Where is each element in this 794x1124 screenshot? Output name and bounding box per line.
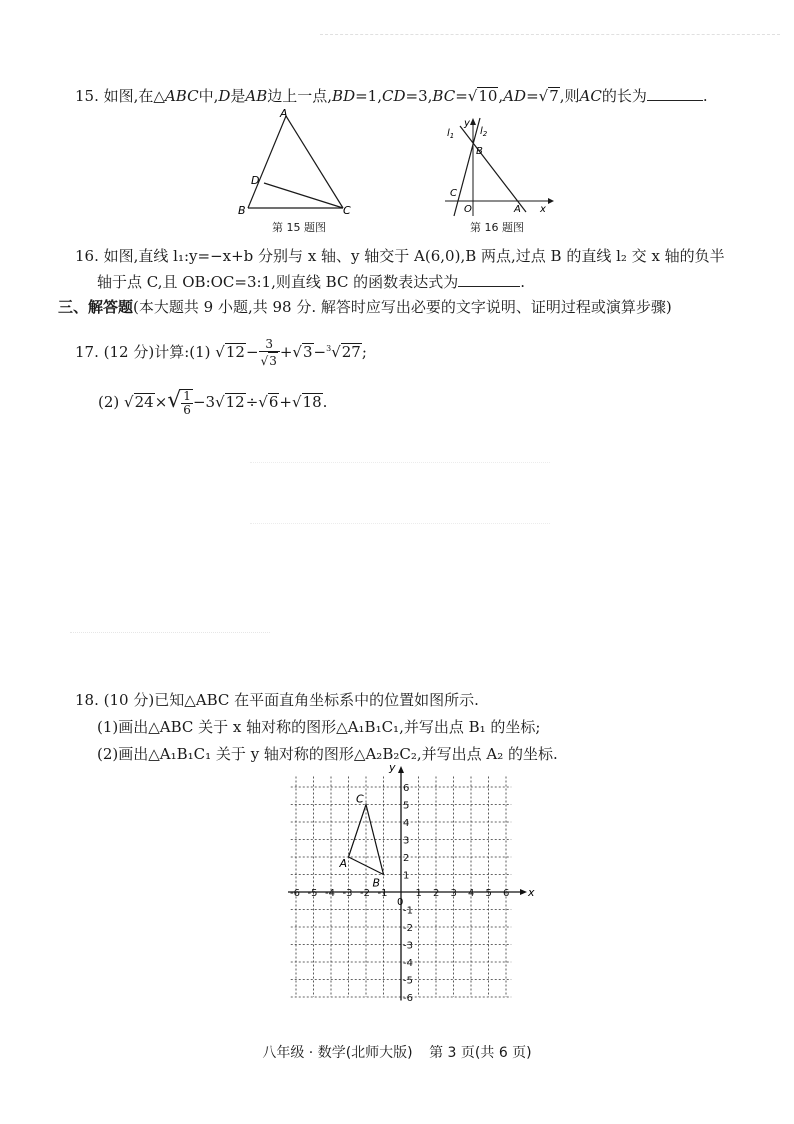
x-tick-label: 4 [468, 888, 475, 899]
fig15-label-b: B [238, 204, 246, 217]
bleed-through-left [70, 632, 270, 634]
x-tick-label: -2 [360, 888, 370, 899]
fig15-label-a: A [280, 107, 288, 120]
section-note: (本大题共 9 小题,共 98 分. 解答时应写出必要的文字说明、证明过程或演算步骤) [133, 298, 672, 316]
origin-label: 0 [397, 897, 404, 908]
fraction-numerator: 3 [259, 338, 280, 352]
q15-text: 边上一点, [267, 87, 333, 105]
coordinate-grid [288, 764, 538, 1004]
question-16-line-2 [97, 272, 525, 292]
q15-segment-ad: AD [503, 87, 527, 105]
fig16-label-a: A [514, 204, 521, 215]
q17-part-label: (2) [98, 393, 120, 411]
figure-15-caption: 第 15 题图 [272, 221, 326, 234]
q15-segment-bc: BC [432, 87, 456, 105]
q17-radicand: 6 [268, 393, 279, 411]
q17-fraction [181, 389, 193, 417]
sqrt-sign: √ [215, 343, 225, 361]
x-tick-label: -4 [325, 888, 335, 899]
question-18-intro [75, 690, 479, 710]
answer-blank[interactable] [647, 86, 703, 101]
figure-15 [228, 106, 358, 218]
y-tick-label: -6 [403, 993, 413, 1004]
q17-radicand: 3 [302, 343, 313, 361]
q15-point-d: D [218, 87, 231, 105]
fraction-denominator: 6 [183, 403, 191, 417]
x-tick-label: -1 [377, 888, 388, 899]
q17-radicand: 18 [302, 393, 322, 411]
sqrt-sign: √ [215, 393, 225, 411]
q15-value: =3, [405, 87, 433, 105]
question-18-part-1 [97, 717, 540, 737]
q15-period: . [702, 87, 708, 105]
question-16-line-1 [75, 246, 725, 266]
y-tick-label: 3 [403, 835, 410, 847]
fig16-label-o: O [464, 204, 472, 215]
fig16-label-y: y [464, 118, 470, 129]
fig16-label-l1: $l_1$ [447, 128, 455, 140]
q17-end: ; [361, 343, 367, 361]
sqrt-sign: √ [538, 87, 549, 105]
fig16-label-x: x [540, 204, 546, 215]
point-b-label: B [372, 876, 381, 890]
question-number: 16. [75, 247, 99, 265]
q17-operator: × [154, 393, 168, 411]
point-c-label: C [356, 792, 364, 806]
q15-text: 如图,在△ [103, 87, 165, 105]
bleed-through-top [320, 34, 780, 41]
y-tick-label: 4 [403, 818, 410, 829]
x-tick-label: 1 [415, 888, 422, 899]
q17-operator: ÷ [245, 393, 259, 411]
q18-intro: (10 分)已知△ABC 在平面直角坐标系中的位置如图所示. [103, 691, 479, 709]
triangle-abc [349, 805, 384, 875]
cube-root-index: 3 [326, 344, 332, 353]
q15-radicand: 10 [478, 87, 498, 105]
q17-operator: − [245, 343, 259, 361]
sqrt-sign: √ [291, 393, 302, 411]
q17-operator: + [279, 343, 293, 361]
q15-equals: = [455, 87, 468, 105]
x-tick-label: 6 [503, 888, 510, 899]
y-tick-label: -4 [403, 958, 413, 969]
y-tick-label: -1 [403, 905, 413, 917]
footer-page: 第 3 页(共 6 页) [429, 1045, 532, 1061]
q18-part1: (1)画出△ABC 关于 x 轴对称的图形△A₁B₁C₁,并写出点 B₁ 的坐标; [97, 718, 541, 736]
question-number: 17. [75, 343, 99, 361]
section-3-header [58, 297, 672, 317]
q15-equals: = [526, 87, 539, 105]
q15-segment-cd: CD [382, 87, 406, 105]
y-tick-label: 1 [403, 870, 410, 882]
x-tick-label: -5 [307, 888, 318, 899]
question-17-part-1 [75, 333, 367, 369]
figure-16 [440, 116, 560, 220]
sqrt-sign: √ [292, 343, 302, 361]
question-18-part-2 [97, 744, 558, 764]
y-tick-label: -2 [403, 923, 413, 934]
q15-triangle-name: ABC [164, 87, 199, 105]
fraction-denominator: √3 [260, 353, 277, 368]
q17-operator: − [313, 343, 327, 361]
x-tick-label: 3 [450, 888, 457, 899]
x-tick-label: -6 [290, 888, 300, 899]
fraction-numerator: 1 [183, 389, 191, 403]
q15-radicand: 7 [549, 87, 559, 105]
q17-radicand: 12 [225, 393, 245, 411]
fig16-label-b: B [476, 146, 483, 157]
y-axis-arrow [398, 766, 404, 773]
q15-segment-ab: AB [245, 87, 268, 105]
x-axis-label: x [528, 886, 535, 899]
question-17-part-2 [98, 384, 327, 419]
q15-text: ,则 [559, 87, 580, 105]
q15-text: 的长为 [601, 87, 647, 105]
q16-period: . [520, 273, 525, 291]
y-tick-label: 6 [403, 783, 410, 794]
point-a-label: A [339, 857, 348, 870]
x-tick-label: 5 [485, 888, 492, 899]
q17-operator: −3 [192, 393, 216, 411]
page-footer [0, 1042, 794, 1062]
sqrt-sign: √ [124, 393, 134, 411]
sqrt-sign: √ [331, 343, 341, 361]
sqrt-sign: √ [167, 388, 182, 413]
q16-text: 轴于点 C,且 OB:OC=3:1,则直线 BC 的函数表达式为 [97, 273, 459, 291]
q17-radicand: 27 [341, 343, 361, 361]
q17-radicand: 12 [225, 343, 245, 361]
fig15-label-d: D [251, 174, 260, 187]
figure-16-caption: 第 16 题图 [470, 221, 524, 234]
answer-blank[interactable] [458, 272, 520, 287]
x-axis-arrow [520, 889, 527, 895]
question-15 [75, 86, 708, 106]
question-number: 18. [75, 691, 99, 709]
y-tick-label: 5 [403, 800, 410, 812]
q17-fraction [259, 338, 280, 369]
footer-grade: 八年级 · 数学(北师大版) [262, 1045, 413, 1061]
y-tick-label: 2 [403, 853, 410, 864]
q15-comma: , [498, 87, 504, 105]
q17-end: . [322, 393, 328, 411]
question-number: 15. [75, 87, 99, 105]
q15-text: 是 [230, 87, 246, 105]
y-tick-label: -5 [403, 975, 413, 987]
sqrt-sign: √ [258, 393, 268, 411]
y-tick-label: -3 [403, 940, 413, 952]
bleed-through-middle [250, 462, 550, 524]
fig16-label-l2: $l_2$ [480, 126, 488, 138]
sqrt-sign: √ [467, 87, 478, 105]
q15-segment-ac: AC [579, 87, 602, 105]
fraction-denominator-radicand: 3 [269, 353, 277, 368]
q15-segment-bd: BD [332, 87, 356, 105]
x-tick-label: 2 [433, 888, 440, 899]
q15-text: 中, [198, 87, 219, 105]
q17-points: (12 分)计算:(1) [103, 343, 211, 361]
q17-radicand: 24 [134, 393, 154, 411]
fig15-label-c: C [343, 204, 351, 217]
q15-value: =1, [355, 87, 382, 105]
q18-part2: (2)画出△A₁B₁C₁ 关于 y 轴对称的图形△A₂B₂C₂,并写出点 A₂ 的坐标. [97, 745, 558, 763]
q17-operator: + [279, 393, 292, 411]
fig16-label-c: C [450, 188, 457, 199]
section-title: 三、解答题 [58, 298, 134, 316]
y-axis-label: y [389, 764, 396, 774]
q16-text: 如图,直线 l₁:y=−x+b 分别与 x 轴、y 轴交于 A(6,0),B 两点,过点 B 的直线 l₂ 交 x 轴的负半 [103, 247, 725, 265]
x-tick-label: -3 [342, 888, 353, 899]
